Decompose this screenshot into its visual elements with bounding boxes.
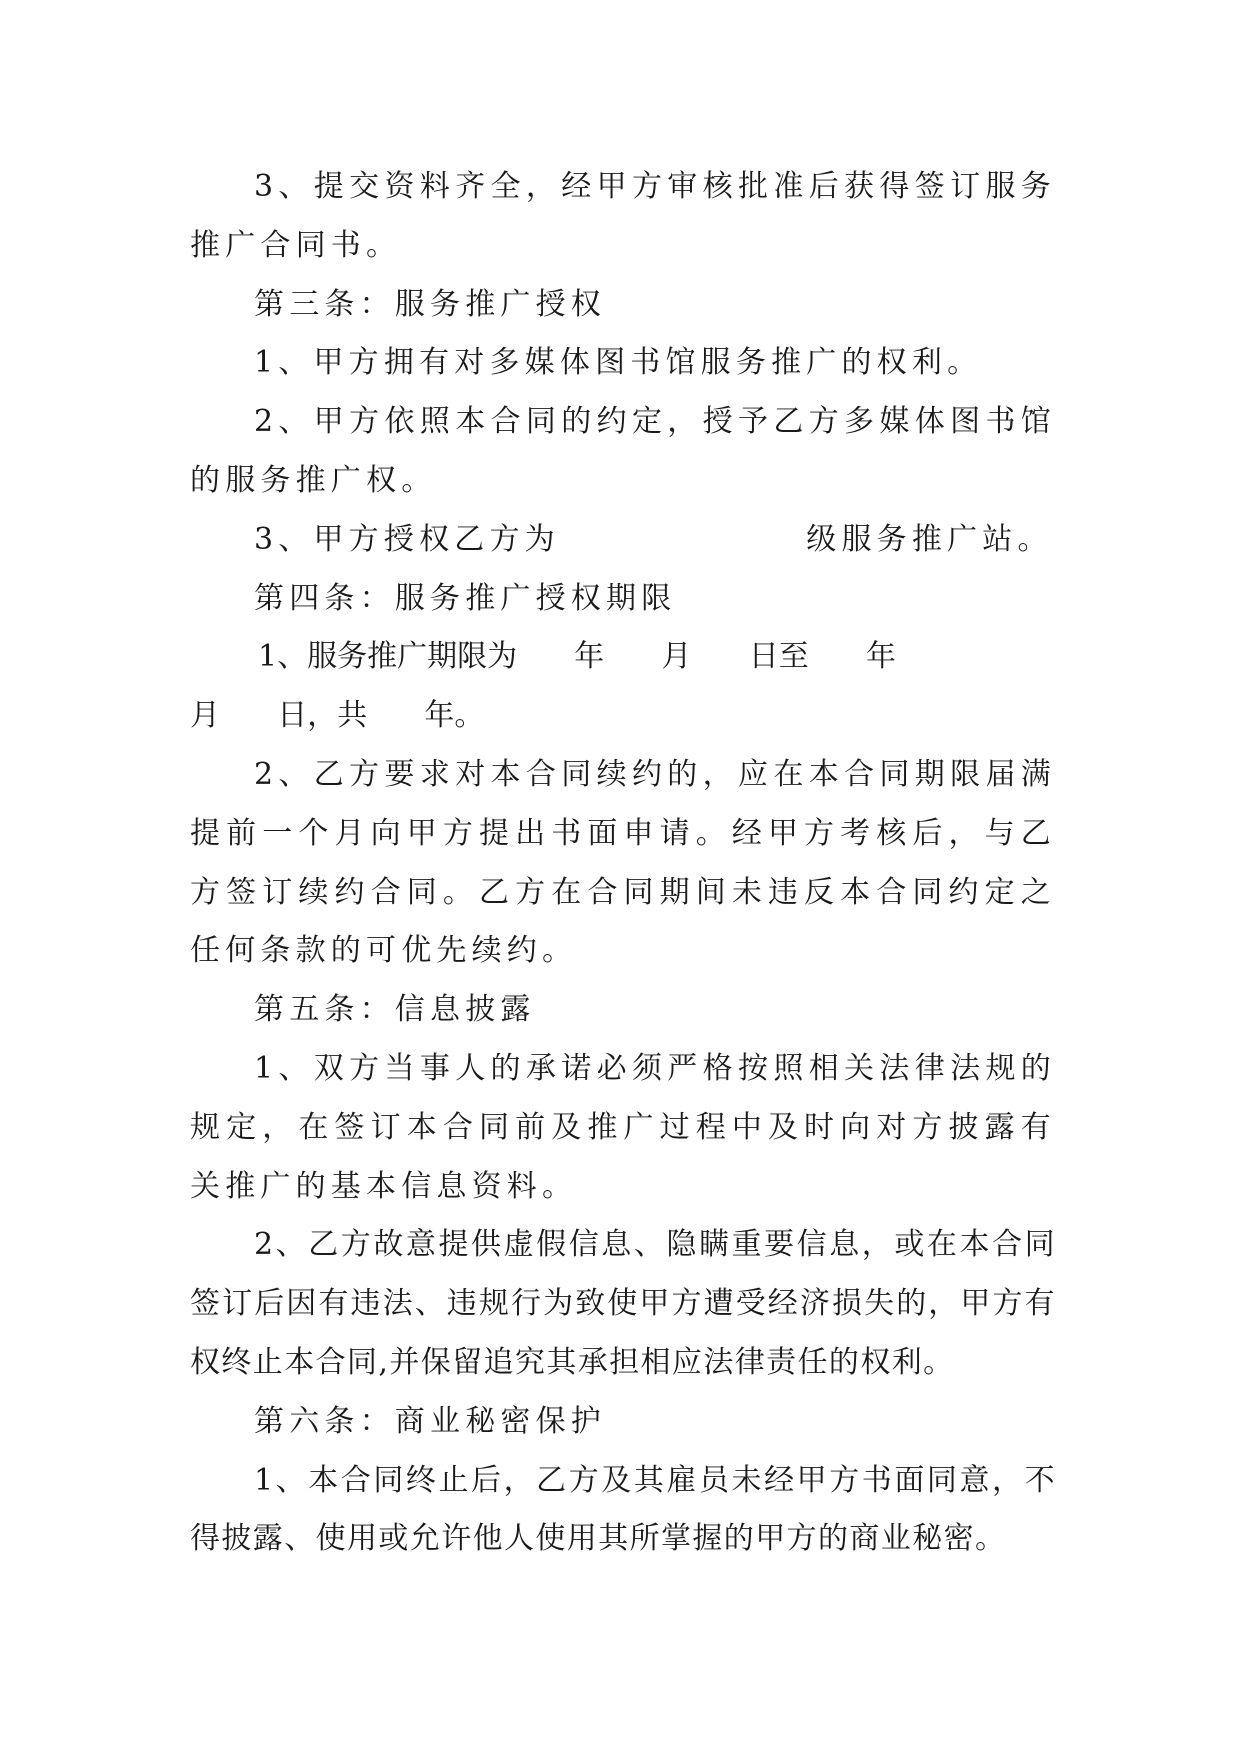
paragraph-submission-complete: 3、提交资料齐全，经甲方审核批准后获得签订服务推广合同书。 [190,169,1056,263]
heading-article-5: 第五条：信息披露 [254,992,536,1028]
paragraph-grant-rights: 2、甲方依照本合同的约定，授予乙方多媒体图书馆的服务推广权。 [190,404,1056,498]
paragraph-renewal: 2、乙方要求对本合同续约的，应在本合同期限届满提前一个月向甲方提出书面申请。经甲方考核后，与乙方签订续约合同。乙方在合同期间未违反本合同约定之任何条款的可优先续约。 [190,756,1056,969]
heading-article-4: 第四条：服务推广授权期限 [254,580,677,616]
heading-article-3: 第三条：服务推广授权 [254,286,606,322]
paragraph-trade-secret: 1、本合同终止后，乙方及其雇员未经甲方书面同意，不得披露、使用或允许他人使用其所掌握的甲方的商业秘密。 [190,1462,1056,1557]
document-body [190,158,1056,1569]
heading-article-6: 第六条：商业秘密保护 [254,1403,606,1439]
paragraph-party-a-rights: 1、甲方拥有对多媒体图书馆服务推广的权利。 [254,345,983,381]
paragraph-false-information: 2、乙方故意提供虚假信息、隐瞒重要信息，或在本合同签订后因有违法、违规行为致使甲方遭受经济损失的，甲方有权终止本合同,并保留追究其承担相应法律责任的权利。 [190,1227,1056,1380]
paragraph-term-period: 1、服务推广期限为 年 月 日至 年 月 日，共 年。 [190,639,896,734]
paragraph-station-level: 3、甲方授权乙方为 级服务推广站。 [254,521,1053,557]
paragraph-disclosure-obligation: 1、双方当事人的承诺必须严格按照相关法律法规的规定，在签订本合同前及推广过程中及时向对方披露有关推广的基本信息资料。 [190,1050,1056,1204]
